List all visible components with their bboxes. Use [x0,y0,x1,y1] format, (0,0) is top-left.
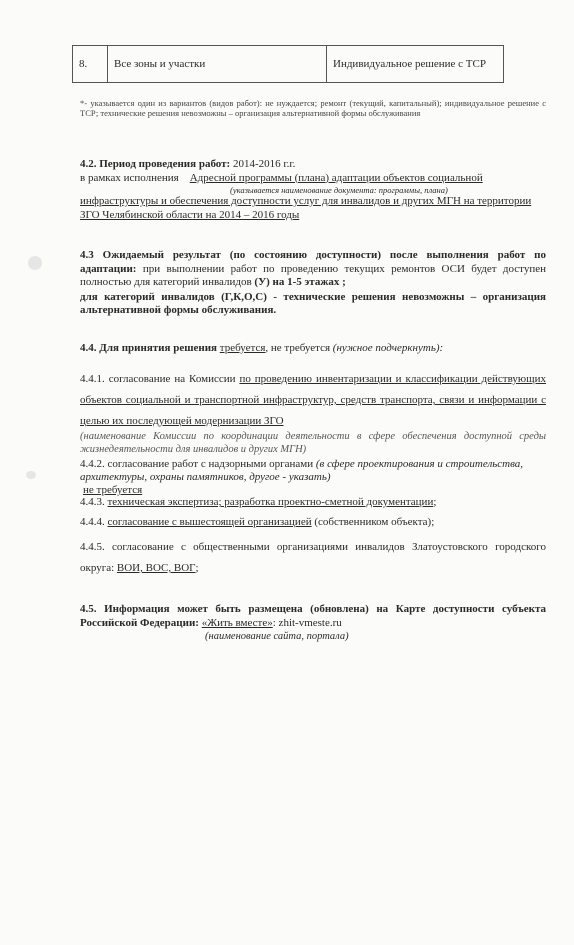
site-name: «Жить вместе» [201,616,273,629]
period-value: 2014-2016 г.г. [230,158,296,170]
item-4-4-4-suffix: (собственником объекта); [311,516,435,528]
item-4-4-5-suffix: ; [195,562,199,574]
row-number: 8. [73,46,108,83]
section-4-2 [80,158,546,222]
section-4-2-title: 4.2. Период проведения работ: [80,158,231,170]
section-4-3-text: при выполнении работ по проведению текущих ремонтов ОСИ будет доступен полностью для категорий инвалидов [80,262,546,288]
item-4-4-3 [80,496,546,510]
table-row [73,46,504,83]
item-4-4-1 [80,369,546,432]
item-4-4-2 [80,458,546,497]
section-4-5-title: 4.5. Информация может быть размещена (обновлена) на Карте доступности субъекта Российской Федерации: [80,603,546,629]
item-4-4-5-value: ВОИ, ВОС, ВОГ [116,562,196,574]
section-4-4-heading [80,342,546,356]
item-4-4-2-value: не требуется [83,484,143,496]
site-url: : zhit-vmeste.ru [272,616,342,629]
item-4-4-1-prefix: 4.4.1. согласование на Комиссии [80,373,236,385]
program-line-2: инфраструктуры и обеспечения доступности услуг для инвалидов и других МГН на территории [80,195,532,207]
item-4-4-2-prefix: 4.4.2. согласование работ с надзорными органами [80,458,314,470]
section-4-5 [80,603,546,644]
footnote: *- указывается один из вариантов (видов работ): не нуждается; ремонт (текущий, капитальный); индивидуальное решение с ТСР; технические решения невозможны – организация альтернативной формы обслуживания [80,98,546,118]
decision-cell: Индивидуальное решение с ТСР [327,46,504,83]
section-4-4-hint: (нужное подчеркнуть): [332,342,444,354]
punch-hole-mark [28,256,42,270]
site-hint: (наименование сайта, портала) [205,631,349,642]
section-4-3-title: 4.3 Ожидаемый результат (по состоянию доступности) после выполнения работ по адаптации: [80,249,546,275]
item-4-4-5 [80,537,546,579]
item-4-4-4-prefix: 4.4.4. [80,516,105,528]
item-4-4-4-value: согласование с вышестоящей организацией [107,516,312,528]
item-4-4-2-hint: (в сфере проектирования и строительства, архитектуры, охраны памятников, другое - указать) [80,458,524,483]
section-4-3 [80,249,546,318]
zone-cell: Все зоны и участки [108,46,327,83]
section-4-4-title: 4.4. Для принятия решения [80,342,218,354]
not-required-option: , не требуется [265,342,331,354]
zones-table [72,45,504,83]
commission-name: по проведению инвентаризации и классификации действующих объектов социальной и транспортной инфраструктур, средств транспорта, связи и информации с целью их последующей модернизации ЗГО [80,373,546,427]
program-prefix: в рамках исполнения [80,171,179,184]
item-4-4-3-prefix: 4.4.3. [80,496,105,508]
item-4-4-5-text: 4.4.5. согласование с общественными организациями инвалидов Златоустовского городского округа: [80,541,546,574]
section-4-3-bold-1: (У) на 1-5 этажах ; [254,276,346,288]
punch-hole-mark [26,471,36,479]
item-4-4-3-value: техническая экспертиза; разработка проектно-сметной документации [107,496,434,508]
section-4-3-bold-2: для категорий инвалидов (Г,К,О,С) - технические решения невозможны – организация альтернативной формы обслуживания. [80,290,546,316]
commission-hint: (наименование Комиссии по координации деятельности в сфере обеспечения доступной среды жизнедеятельности для инвалидов и других МГН) [80,431,546,455]
program-hint: (указывается наименование документа: программы, плана) [230,185,448,195]
program-line-3: ЗГО Челябинской области на 2014 – 2016 годы [80,208,300,221]
item-4-4-3-suffix: ; [433,496,437,508]
required-option: требуется [219,342,266,354]
program-name: Адресной программы (плана) адаптации объектов социальной [189,171,483,184]
item-4-4-4 [80,516,546,530]
